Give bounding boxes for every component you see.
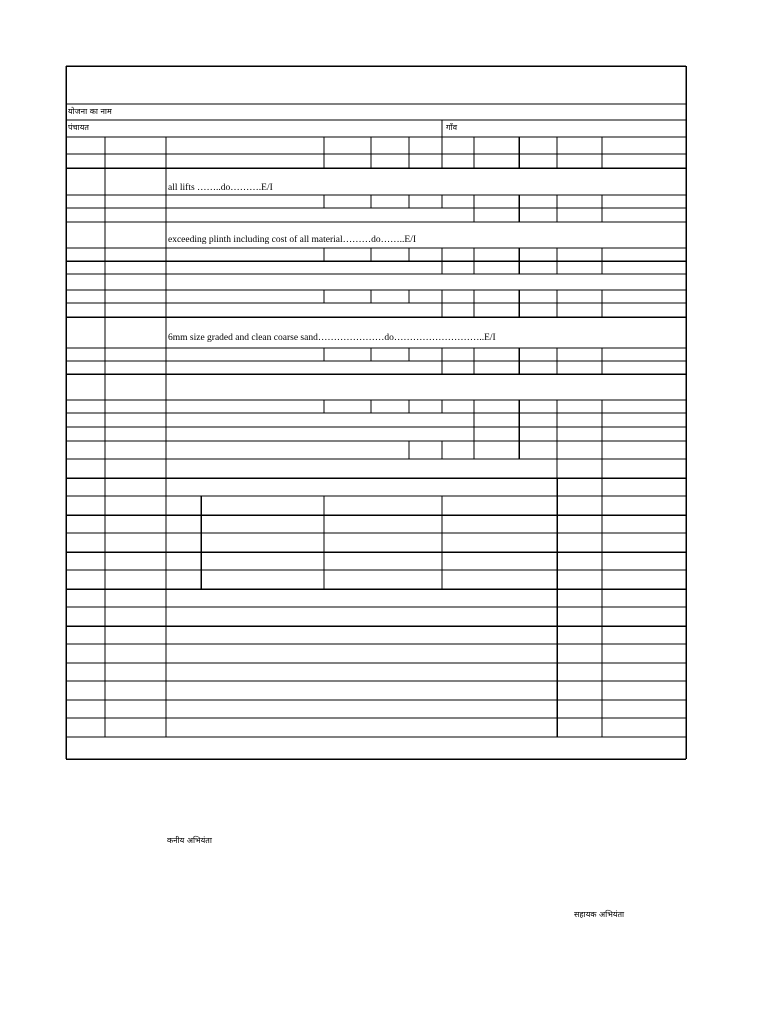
item-description: exceeding plinth including cost of all material………do……..E/I	[168, 235, 416, 245]
panchayat-label: पंचायत	[68, 123, 89, 132]
item-description: all lifts ……..do……….E/I	[168, 183, 273, 193]
scheme-name-label: योजना का नाम	[68, 107, 112, 116]
item-description: 6mm size graded and clean coarse sand…………………do………………………..E/I	[168, 333, 496, 343]
village-label: गाँव	[446, 123, 458, 132]
junior-engineer-signature: कनीय अभियंता	[167, 836, 212, 845]
assistant-engineer-signature: सहायक अभियंता	[574, 910, 625, 919]
